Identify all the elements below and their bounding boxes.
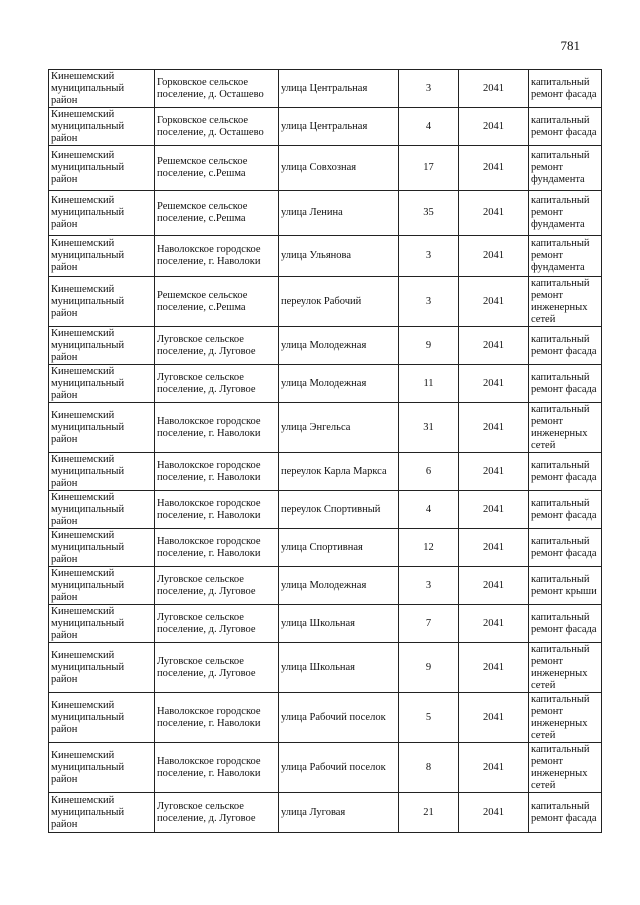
settlement-cell: Наволокское городское поселение, г. Наволоки bbox=[155, 236, 279, 277]
street-cell: улица Ульянова bbox=[279, 236, 399, 277]
street-cell: улица Молодежная bbox=[279, 327, 399, 365]
house-number-cell: 3 bbox=[399, 70, 459, 108]
street-cell: улица Центральная bbox=[279, 108, 399, 146]
house-number-cell: 3 bbox=[399, 567, 459, 605]
work-type-cell: капитальный ремонт фасада bbox=[529, 491, 602, 529]
street-cell: улица Рабочий поселок bbox=[279, 693, 399, 743]
house-number-cell: 17 bbox=[399, 146, 459, 191]
page-number: 781 bbox=[560, 38, 580, 53]
house-number-cell: 5 bbox=[399, 693, 459, 743]
street-cell: улица Рабочий поселок bbox=[279, 743, 399, 793]
table-row bbox=[49, 403, 602, 453]
table-row bbox=[49, 365, 602, 403]
district-cell: Кинешемский муниципальный район bbox=[49, 146, 155, 191]
work-type-cell: капитальный ремонт фундамента bbox=[529, 146, 602, 191]
settlement-cell: Луговское сельское поселение, д. Луговое bbox=[155, 327, 279, 365]
house-number-cell: 11 bbox=[399, 365, 459, 403]
district-cell: Кинешемский муниципальный район bbox=[49, 453, 155, 491]
year-cell: 2041 bbox=[459, 108, 529, 146]
table-row bbox=[49, 793, 602, 833]
settlement-cell: Наволокское городское поселение, г. Наволоки bbox=[155, 743, 279, 793]
house-number-cell: 9 bbox=[399, 327, 459, 365]
settlement-cell: Луговское сельское поселение, д. Луговое bbox=[155, 567, 279, 605]
year-cell: 2041 bbox=[459, 70, 529, 108]
work-type-cell: капитальный ремонт инженерных сетей bbox=[529, 693, 602, 743]
district-cell: Кинешемский муниципальный район bbox=[49, 191, 155, 236]
settlement-cell: Горковское сельское поселение, д. Осташево bbox=[155, 70, 279, 108]
street-cell: переулок Спортивный bbox=[279, 491, 399, 529]
year-cell: 2041 bbox=[459, 236, 529, 277]
house-number-cell: 4 bbox=[399, 491, 459, 529]
district-cell: Кинешемский муниципальный район bbox=[49, 567, 155, 605]
district-cell: Кинешемский муниципальный район bbox=[49, 743, 155, 793]
work-type-cell: капитальный ремонт фундамента bbox=[529, 191, 602, 236]
settlement-cell: Луговское сельское поселение, д. Луговое bbox=[155, 643, 279, 693]
work-type-cell: капитальный ремонт инженерных сетей bbox=[529, 403, 602, 453]
house-number-cell: 12 bbox=[399, 529, 459, 567]
settlement-cell: Наволокское городское поселение, г. Наволоки bbox=[155, 453, 279, 491]
year-cell: 2041 bbox=[459, 643, 529, 693]
table-row bbox=[49, 567, 602, 605]
district-cell: Кинешемский муниципальный район bbox=[49, 108, 155, 146]
district-cell: Кинешемский муниципальный район bbox=[49, 70, 155, 108]
street-cell: улица Школьная bbox=[279, 643, 399, 693]
table-row bbox=[49, 693, 602, 743]
district-cell: Кинешемский муниципальный район bbox=[49, 529, 155, 567]
street-cell: улица Спортивная bbox=[279, 529, 399, 567]
street-cell: переулок Рабочий bbox=[279, 277, 399, 327]
street-cell: улица Молодежная bbox=[279, 567, 399, 605]
year-cell: 2041 bbox=[459, 146, 529, 191]
settlement-cell: Горковское сельское поселение, д. Осташево bbox=[155, 108, 279, 146]
work-type-cell: капитальный ремонт инженерных сетей bbox=[529, 277, 602, 327]
work-type-cell: капитальный ремонт крыши bbox=[529, 567, 602, 605]
table-row bbox=[49, 236, 602, 277]
year-cell: 2041 bbox=[459, 191, 529, 236]
work-type-cell: капитальный ремонт инженерных сетей bbox=[529, 643, 602, 693]
year-cell: 2041 bbox=[459, 605, 529, 643]
district-cell: Кинешемский муниципальный район bbox=[49, 277, 155, 327]
district-cell: Кинешемский муниципальный район bbox=[49, 643, 155, 693]
settlement-cell: Решемское сельское поселение, с.Решма bbox=[155, 146, 279, 191]
year-cell: 2041 bbox=[459, 693, 529, 743]
settlement-cell: Луговское сельское поселение, д. Луговое bbox=[155, 793, 279, 833]
table-row bbox=[49, 327, 602, 365]
year-cell: 2041 bbox=[459, 793, 529, 833]
house-number-cell: 31 bbox=[399, 403, 459, 453]
settlement-cell: Наволокское городское поселение, г. Наволоки bbox=[155, 693, 279, 743]
table-row bbox=[49, 643, 602, 693]
work-type-cell: капитальный ремонт фасада bbox=[529, 605, 602, 643]
work-type-cell: капитальный ремонт фасада bbox=[529, 327, 602, 365]
table-row bbox=[49, 191, 602, 236]
district-cell: Кинешемский муниципальный район bbox=[49, 693, 155, 743]
street-cell: улица Школьная bbox=[279, 605, 399, 643]
table-row bbox=[49, 70, 602, 108]
house-number-cell: 21 bbox=[399, 793, 459, 833]
settlement-cell: Наволокское городское поселение, г. Наволоки bbox=[155, 491, 279, 529]
settlement-cell: Луговское сельское поселение, д. Луговое bbox=[155, 605, 279, 643]
work-type-cell: капитальный ремонт фасада bbox=[529, 793, 602, 833]
street-cell: улица Луговая bbox=[279, 793, 399, 833]
house-number-cell: 8 bbox=[399, 743, 459, 793]
table-row bbox=[49, 108, 602, 146]
district-cell: Кинешемский муниципальный район bbox=[49, 236, 155, 277]
district-cell: Кинешемский муниципальный район bbox=[49, 365, 155, 403]
street-cell: улица Центральная bbox=[279, 70, 399, 108]
settlement-cell: Луговское сельское поселение, д. Луговое bbox=[155, 365, 279, 403]
street-cell: улица Ленина bbox=[279, 191, 399, 236]
district-cell: Кинешемский муниципальный район bbox=[49, 605, 155, 643]
year-cell: 2041 bbox=[459, 365, 529, 403]
house-number-cell: 7 bbox=[399, 605, 459, 643]
year-cell: 2041 bbox=[459, 403, 529, 453]
house-number-cell: 3 bbox=[399, 236, 459, 277]
work-type-cell: капитальный ремонт фасада bbox=[529, 108, 602, 146]
settlement-cell: Решемское сельское поселение, с.Решма bbox=[155, 191, 279, 236]
year-cell: 2041 bbox=[459, 567, 529, 605]
house-number-cell: 9 bbox=[399, 643, 459, 693]
year-cell: 2041 bbox=[459, 453, 529, 491]
work-type-cell: капитальный ремонт фасада bbox=[529, 70, 602, 108]
table-row bbox=[49, 529, 602, 567]
settlement-cell: Наволокское городское поселение, г. Наволоки bbox=[155, 403, 279, 453]
work-type-cell: капитальный ремонт фасада bbox=[529, 529, 602, 567]
year-cell: 2041 bbox=[459, 743, 529, 793]
table-row bbox=[49, 277, 602, 327]
house-number-cell: 3 bbox=[399, 277, 459, 327]
street-cell: улица Энгельса bbox=[279, 403, 399, 453]
district-cell: Кинешемский муниципальный район bbox=[49, 327, 155, 365]
house-number-cell: 6 bbox=[399, 453, 459, 491]
table-row bbox=[49, 146, 602, 191]
street-cell: улица Молодежная bbox=[279, 365, 399, 403]
house-number-cell: 35 bbox=[399, 191, 459, 236]
work-type-cell: капитальный ремонт фундамента bbox=[529, 236, 602, 277]
year-cell: 2041 bbox=[459, 529, 529, 567]
table-row bbox=[49, 491, 602, 529]
district-cell: Кинешемский муниципальный район bbox=[49, 491, 155, 529]
year-cell: 2041 bbox=[459, 277, 529, 327]
settlement-cell: Наволокское городское поселение, г. Наволоки bbox=[155, 529, 279, 567]
work-type-cell: капитальный ремонт инженерных сетей bbox=[529, 743, 602, 793]
work-type-cell: капитальный ремонт фасада bbox=[529, 365, 602, 403]
street-cell: переулок Карла Маркса bbox=[279, 453, 399, 491]
repair-schedule-table bbox=[48, 69, 602, 833]
district-cell: Кинешемский муниципальный район bbox=[49, 793, 155, 833]
house-number-cell: 4 bbox=[399, 108, 459, 146]
district-cell: Кинешемский муниципальный район bbox=[49, 403, 155, 453]
street-cell: улица Совхозная bbox=[279, 146, 399, 191]
settlement-cell: Решемское сельское поселение, с.Решма bbox=[155, 277, 279, 327]
year-cell: 2041 bbox=[459, 491, 529, 529]
table-row bbox=[49, 743, 602, 793]
table-row bbox=[49, 453, 602, 491]
year-cell: 2041 bbox=[459, 327, 529, 365]
table-row bbox=[49, 605, 602, 643]
work-type-cell: капитальный ремонт фасада bbox=[529, 453, 602, 491]
